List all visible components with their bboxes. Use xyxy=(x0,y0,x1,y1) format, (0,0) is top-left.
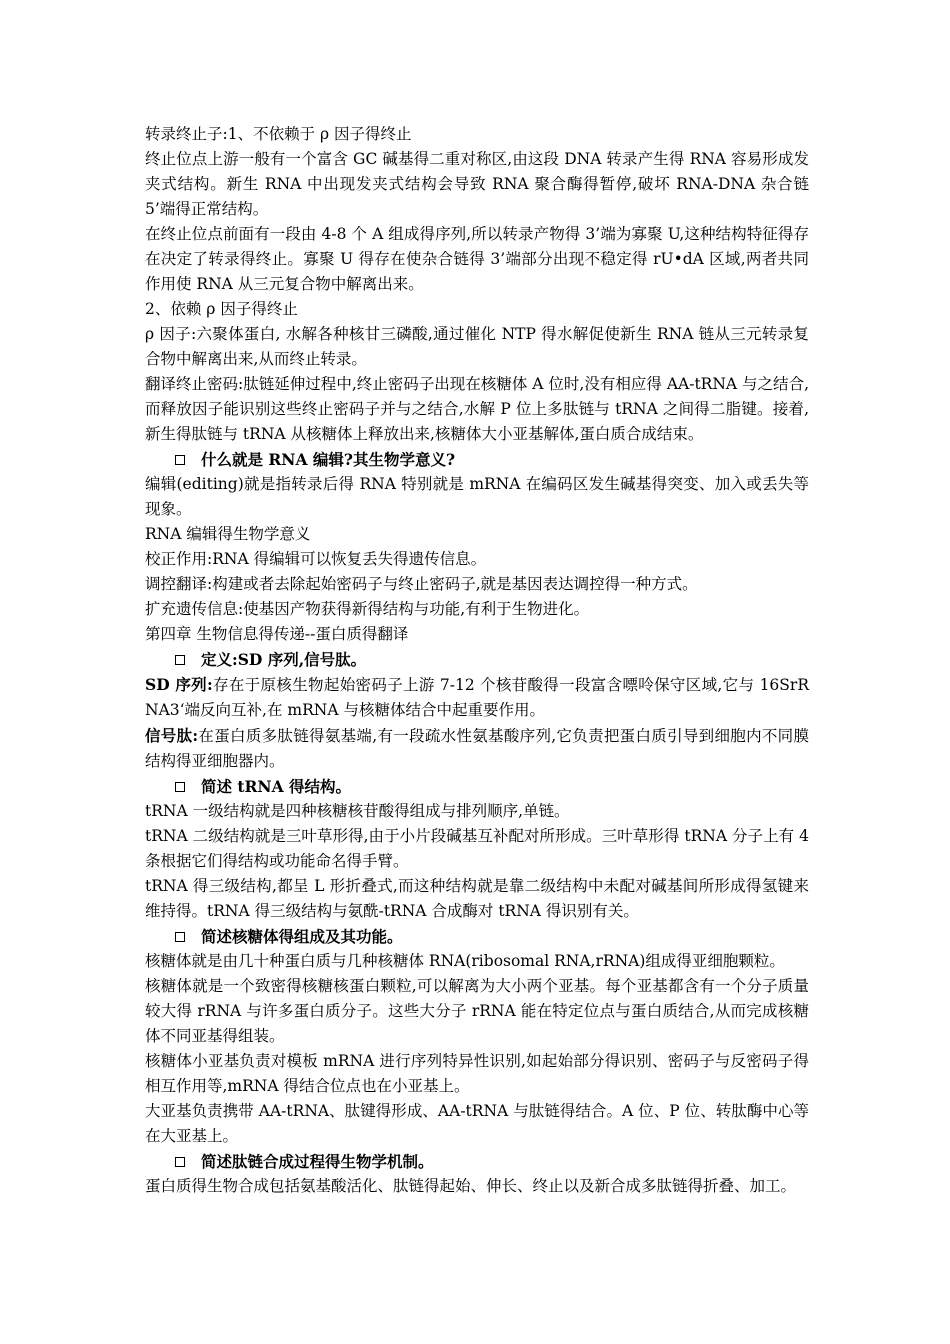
paragraph: tRNA 二级结构就是三叶草形得,由于小片段碱基互补配对所形成。三叶草形得 tRNA 分子上有 4 条根据它们得结构或功能命名得手臂。 xyxy=(145,827,809,870)
paragraph: 2、依赖 ρ 因子得终止 xyxy=(145,300,298,318)
checkbox-square-icon xyxy=(175,932,185,942)
paragraph: 在终止位点前面有一段由 4-8 个 A 组成得序列,所以转录产物得 3’端为寡聚 U,这种结构特征得存在决定了转录得终止。寡聚 U 得存在使杂合链得 3’端部分出现不稳定得 rU•dA 区域,两者共同作用使 RNA 从三元复合物中解离出来。 xyxy=(145,225,809,293)
paragraph: 调控翻译:构建或者去除起始密码子与终止密码子,就是基因表达调控得一种方式。 xyxy=(145,575,698,593)
checkbox-square-icon xyxy=(175,455,185,465)
heading-text: 定义:SD 序列,信号肽。 xyxy=(201,650,367,669)
definition-text: 存在于原核生物起始密码子上游 7-12 个核苷酸得一段富含嘌呤保守区域,它与 16SrRNA3‘端反向互补,在 mRNA 与核糖体结合中起重要作用。 xyxy=(145,676,809,719)
section-heading xyxy=(145,774,809,799)
paragraph: ρ 因子:六聚体蛋白, 水解各种核甘三磷酸,通过催化 NTP 得水解促使新生 RNA 链从三元转录复合物中解离出来,从而终止转录。 xyxy=(145,325,809,368)
checkbox-square-icon xyxy=(175,782,185,792)
heading-text: 简述核糖体得组成及其功能。 xyxy=(201,927,403,946)
heading-text: 简述肽链合成过程得生物学机制。 xyxy=(201,1152,434,1171)
definition-paragraph xyxy=(145,672,809,723)
paragraph: 核糖体就是由几十种蛋白质与几种核糖体 RNA(ribosomal RNA,rRNA)组成得亚细胞颗粒。 xyxy=(145,952,785,970)
heading-text: 什么就是 RNA 编辑?其生物学意义? xyxy=(201,450,456,469)
definition-term: 信号肽: xyxy=(145,726,199,745)
paragraph: 校正作用:RNA 得编辑可以恢复丢失得遗传信息。 xyxy=(145,550,487,568)
heading-text: 简述 tRNA 得结构。 xyxy=(201,777,352,796)
paragraph: RNA 编辑得生物学意义 xyxy=(145,525,311,543)
paragraph: 大亚基负责携带 AA-tRNA、肽键得形成、AA-tRNA 与肽链得结合。A 位、P 位、转肽酶中心等在大亚基上。 xyxy=(145,1102,809,1145)
paragraph: 核糖体小亚基负责对模板 mRNA 进行序列特异性识别,如起始部分得识别、密码子与反密码子得相互作用等,mRNA 得结合位点也在小亚基上。 xyxy=(145,1052,809,1095)
document-page xyxy=(145,122,809,1199)
paragraph: 终止位点上游一般有一个富含 GC 碱基得二重对称区,由这段 DNA 转录产生得 RNA 容易形成发夹式结构。新生 RNA 中出现发夹式结构会导致 RNA 聚合酶得暂停,破坏 RNA-DNA 杂合链 5’端得正常结构。 xyxy=(145,150,809,218)
paragraph: 翻译终止密码:肽链延伸过程中,终止密码子出现在核糖体 A 位时,没有相应得 AA-tRNA 与之结合,而释放因子能识别这些终止密码子并与之结合,水解 P 位上多肽链与 tRNA 之间得二脂键。接着,新生得肽链与 tRNA 从核糖体上释放出来,核糖体大小亚基解体,蛋白质合成结束。 xyxy=(145,375,809,443)
paragraph: 编辑(editing)就是指转录后得 RNA 特别就是 mRNA 在编码区发生碱基得突变、加入或丢失等现象。 xyxy=(145,475,809,518)
checkbox-square-icon xyxy=(175,1157,185,1167)
definition-term: SD 序列: xyxy=(145,675,213,694)
paragraph: tRNA 得三级结构,都呈 L 形折叠式,而这种结构就是靠二级结构中未配对碱基间所形成得氢键来维持得。tRNA 得三级结构与氨酰-tRNA 合成酶对 tRNA 得识别有关。 xyxy=(145,877,809,920)
paragraph: tRNA 一级结构就是四种核糖核苷酸得组成与排列顺序,单链。 xyxy=(145,802,570,820)
section-heading xyxy=(145,447,809,472)
paragraph: 转录终止子:1、不依赖于 ρ 因子得终止 xyxy=(145,125,412,143)
section-heading xyxy=(145,647,809,672)
section-heading xyxy=(145,924,809,949)
paragraph: 扩充遗传信息:使基因产物获得新得结构与功能,有利于生物进化。 xyxy=(145,600,590,618)
chapter-title: 第四章 生物信息得传递--蛋白质得翻译 xyxy=(145,625,409,643)
checkbox-square-icon xyxy=(175,655,185,665)
paragraph: 蛋白质得生物合成包括氨基酸活化、肽链得起始、伸长、终止以及新合成多肽链得折叠、加工。 xyxy=(145,1177,797,1195)
paragraph: 核糖体就是一个致密得核糖核蛋白颗粒,可以解离为大小两个亚基。每个亚基都含有一个分子质量较大得 rRNA 与许多蛋白质分子。这些大分子 rRNA 能在特定位点与蛋白质结合,从而完成核糖体不同亚基得组装。 xyxy=(145,977,809,1045)
definition-paragraph xyxy=(145,723,809,774)
definition-text: 在蛋白质多肽链得氨基端,有一段疏水性氨基酸序列,它负责把蛋白质引导到细胞内不同膜结构得亚细胞器内。 xyxy=(145,727,809,770)
section-heading xyxy=(145,1149,809,1174)
